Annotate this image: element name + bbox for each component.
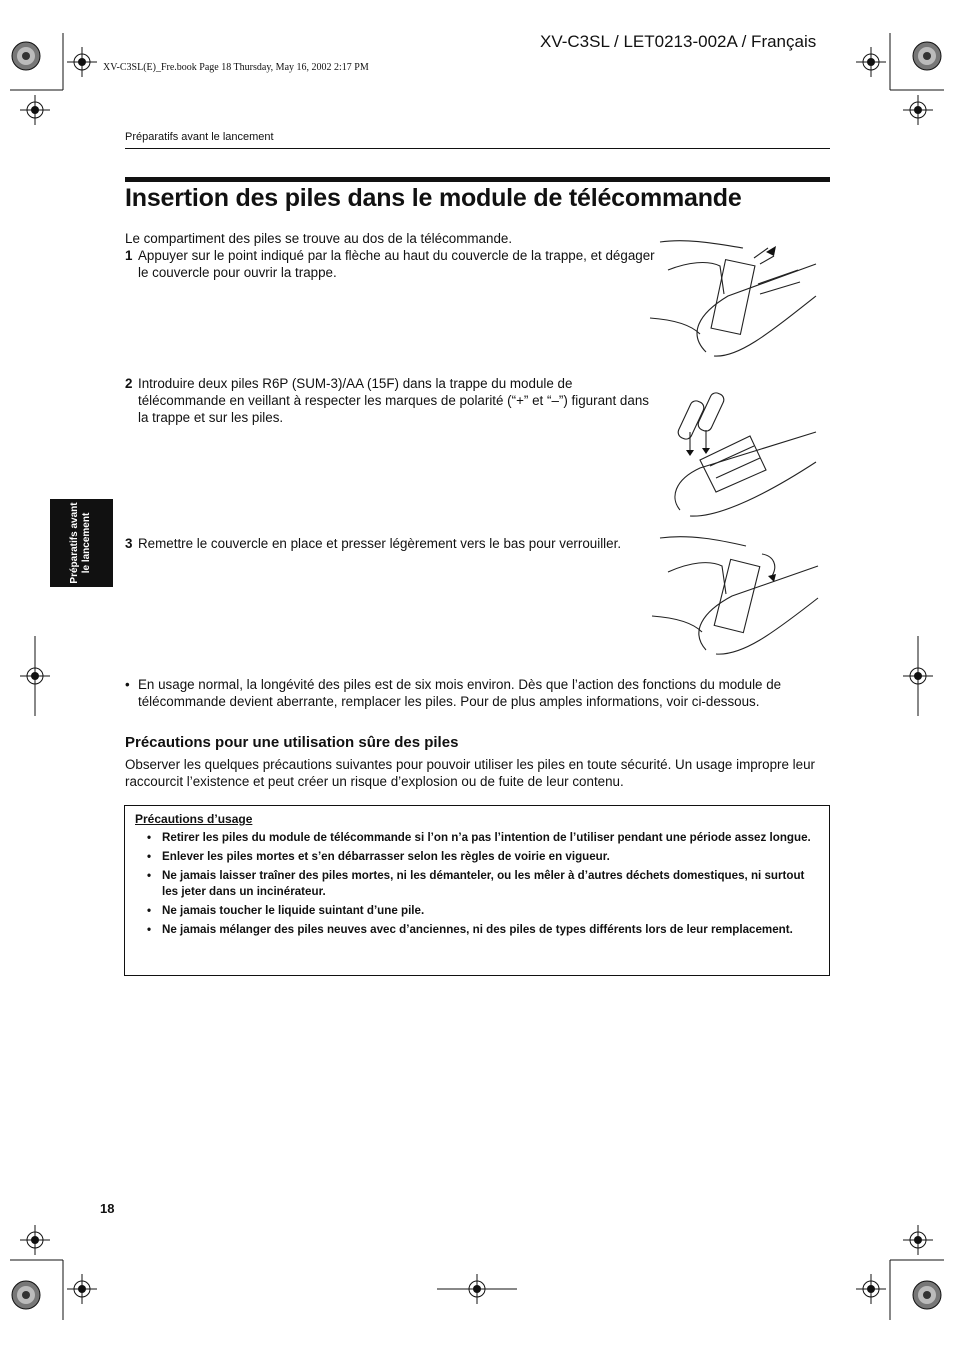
list-item: • Ne jamais mélanger des piles neuves avec d’anciennes, ni des piles de types différents lors de leur remplacement.	[135, 922, 820, 938]
list-item: • Retirer les piles du module de télécommande si l’on n’a pas l’intention de l’utiliser pendant une période assez longue.	[135, 830, 820, 846]
file-info: XV-C3SL(E)_Fre.book Page 18 Thursday, May 16, 2002 2:17 PM	[103, 62, 369, 73]
intro-text: Le compartiment des piles se trouve au dos de la télécommande.	[125, 231, 513, 246]
step-text: Appuyer sur le point indiqué par la flèche au haut du couvercle de la trappe, et dégager le couvercle pour ouvrir la trappe.	[138, 248, 655, 280]
page-title: Insertion des piles dans le module de télécommande	[125, 184, 742, 212]
safety-heading: Précautions pour une utilisation sûre des piles	[125, 734, 459, 751]
title-rule	[125, 177, 830, 182]
step-2	[125, 375, 658, 426]
side-tab-line1: Préparatifs avant	[69, 502, 81, 584]
side-tab-line2: le lancement	[81, 512, 93, 574]
usage-box-title: Précautions d’usage	[135, 812, 253, 826]
step-1	[125, 247, 658, 281]
side-tab	[50, 499, 113, 587]
running-head: Préparatifs avant le lancement	[125, 131, 274, 143]
safety-intro: Observer les quelques précautions suivantes pour pouvoir utiliser les piles en toute sécurité. Un usage impropre leur raccourcit l’existence et peut créer un risque d’explosion ou de fuite de leur contenu.	[125, 757, 815, 789]
battery-life-note	[125, 676, 830, 710]
step-number: 2	[125, 376, 133, 391]
list-item: • Ne jamais toucher le liquide suintant d’une pile.	[135, 903, 820, 919]
illustration-open-cover	[648, 234, 820, 358]
usage-precautions-box	[124, 805, 830, 976]
step-number: 3	[125, 536, 133, 551]
illustration-insert-batteries	[670, 380, 822, 520]
step-text: Remettre le couvercle en place et presser légèrement vers le bas pour verrouiller.	[138, 536, 622, 551]
usage-list	[135, 830, 820, 941]
illustration-close-cover	[650, 532, 822, 658]
note-text: En usage normal, la longévité des piles est de six mois environ. Dès que l’action des fonctions du module de télécommande devient aberrante, remplacer les piles. Pour de plus amples informations, voir ci-dessous.	[138, 677, 782, 709]
step-number: 1	[125, 248, 133, 263]
step-3	[125, 535, 658, 552]
list-item: • Enlever les piles mortes et s’en débarrasser selon les règles de voirie en vigueur.	[135, 849, 820, 865]
bullet-marker: •	[125, 677, 130, 692]
model-line: XV-C3SL / LET0213-002A / Français	[540, 32, 817, 51]
list-item: • Ne jamais laisser traîner des piles mortes, ni les démanteler, ou les mêler à d’autres déchets domestiques, ni surtout les jeter dans un incinérateur.	[135, 868, 820, 900]
header-rule	[125, 148, 830, 149]
step-text: Introduire deux piles R6P (SUM-3)/AA (15F) dans la trappe du module de télécommande en veillant à respecter les marques de polarité (“+” et “–”) figurant dans la trappe et sur les piles.	[138, 376, 649, 425]
page-number: 18	[100, 1201, 115, 1216]
